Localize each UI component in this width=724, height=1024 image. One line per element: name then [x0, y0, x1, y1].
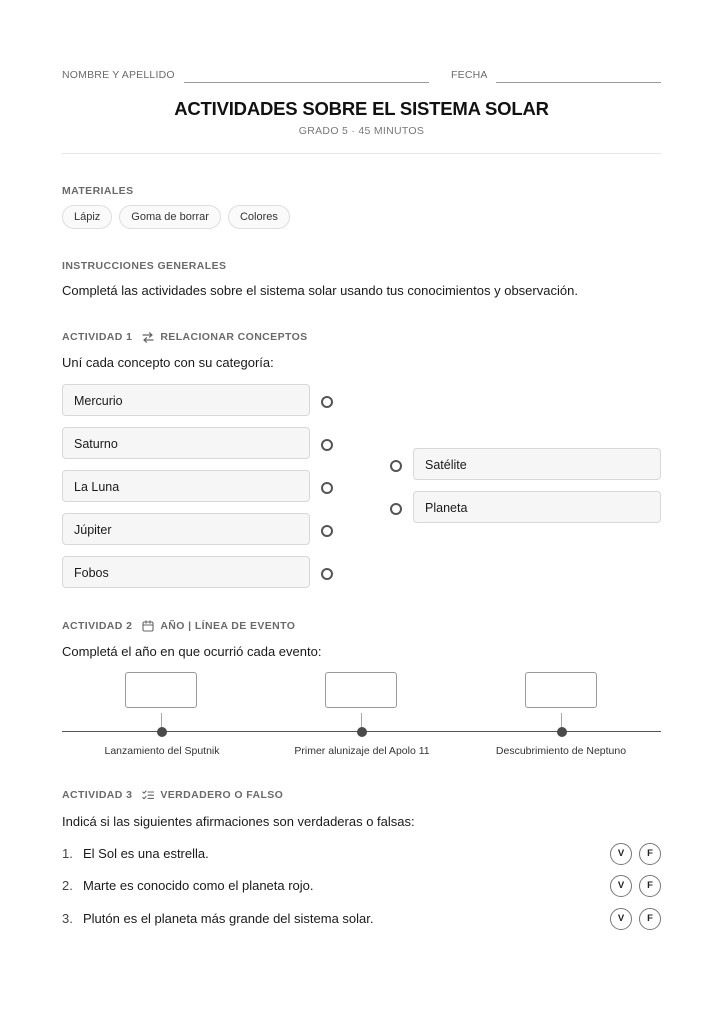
instructions-label-text: INSTRUCCIONES GENERALES	[62, 260, 227, 272]
activity3-number: ACTIVIDAD 3	[62, 789, 133, 801]
activity2-prompt: Completá el año en que ocurrió cada evento:	[62, 644, 322, 659]
name-field[interactable]	[184, 82, 429, 83]
materials-label	[62, 185, 133, 197]
concept-item-mercurio[interactable]: Mercurio	[62, 384, 310, 416]
true-option-button[interactable]: V	[610, 908, 632, 930]
concept-item-fobos[interactable]: Fobos	[62, 556, 310, 588]
concept-item-la-luna[interactable]: La Luna	[62, 470, 310, 502]
materials-list	[62, 205, 290, 229]
false-option-button[interactable]: F	[639, 908, 661, 930]
page-subtitle: GRADO 5 · 45 MINUTOS	[298, 125, 425, 137]
concept-connector[interactable]	[321, 482, 333, 494]
worksheet-page	[62, 0, 661, 1024]
activity3-name: VERDADERO O FALSO	[160, 789, 284, 801]
timeline-tick	[561, 713, 562, 727]
calendar-icon	[142, 620, 154, 632]
header-divider	[62, 153, 661, 154]
year-input[interactable]	[525, 672, 597, 708]
date-field[interactable]	[496, 82, 661, 83]
statement-text: Plutón es el planeta más grande del sistema solar.	[83, 911, 374, 926]
material-chip: Lápiz	[62, 205, 112, 229]
materials-label-text: MATERIALES	[62, 185, 134, 197]
statement-text: Marte es conocido como el planeta rojo.	[83, 878, 314, 893]
activity1-prompt: Uní cada concepto con su categoría:	[62, 355, 274, 370]
timeline-event-label: Lanzamiento del Sputnik	[104, 745, 220, 757]
timeline-dot	[557, 727, 567, 737]
false-option-button[interactable]: F	[639, 843, 661, 865]
statement-number: 1.	[62, 846, 73, 861]
instructions-text: Completá las actividades sobre el sistema solar usando tus conocimientos y observación.	[62, 283, 578, 298]
activity3-prompt: Indicá si las siguientes afirmaciones son verdaderas o falsas:	[62, 814, 415, 829]
timeline-dot	[357, 727, 367, 737]
instructions-label	[62, 260, 226, 272]
category-item-planeta[interactable]: Planeta	[413, 491, 661, 523]
page-title: ACTIVIDADES SOBRE EL SISTEMA SOLAR	[174, 98, 549, 119]
student-info-row	[62, 69, 661, 85]
activity1-header	[62, 331, 308, 343]
name-label: NOMBRE Y APELLIDO	[62, 69, 175, 81]
true-option-button[interactable]: V	[610, 875, 632, 897]
statement-number: 2.	[62, 878, 73, 893]
activity2-header	[62, 620, 295, 632]
activity1-name: RELACIONAR CONCEPTOS	[160, 331, 308, 343]
true-option-button[interactable]: V	[610, 843, 632, 865]
timeline-tick	[361, 713, 362, 727]
category-connector[interactable]	[390, 460, 402, 472]
statement-text: El Sol es una estrella.	[83, 846, 209, 861]
checklist-icon	[142, 790, 154, 801]
timeline-tick	[161, 713, 162, 727]
concept-item-jupiter[interactable]: Júpiter	[62, 513, 310, 545]
year-input[interactable]	[125, 672, 197, 708]
false-option-button[interactable]: F	[639, 875, 661, 897]
concept-connector[interactable]	[321, 439, 333, 451]
year-input[interactable]	[325, 672, 397, 708]
true-false-row	[62, 843, 661, 865]
category-item-satelite[interactable]: Satélite	[413, 448, 661, 480]
activity3-header	[62, 789, 283, 801]
activity2-number: ACTIVIDAD 2	[62, 620, 133, 632]
statement-number: 3.	[62, 911, 73, 926]
timeline-dot	[157, 727, 167, 737]
arrows-swap-icon	[142, 332, 154, 343]
true-false-row	[62, 875, 661, 897]
category-connector[interactable]	[390, 503, 402, 515]
activity1-number: ACTIVIDAD 1	[62, 331, 133, 343]
true-false-row	[62, 908, 661, 930]
material-chip: Goma de borrar	[119, 205, 221, 229]
concept-connector[interactable]	[321, 396, 333, 408]
concept-connector[interactable]	[321, 568, 333, 580]
concept-item-saturno[interactable]: Saturno	[62, 427, 310, 459]
material-chip: Colores	[228, 205, 290, 229]
timeline-event-label: Descubrimiento de Neptuno	[495, 745, 627, 757]
concept-connector[interactable]	[321, 525, 333, 537]
activity2-name: AÑO | LÍNEA DE EVENTO	[160, 620, 296, 632]
timeline-event-label: Primer alunizaje del Apolo 11	[294, 745, 430, 757]
date-label: FECHA	[451, 69, 488, 81]
